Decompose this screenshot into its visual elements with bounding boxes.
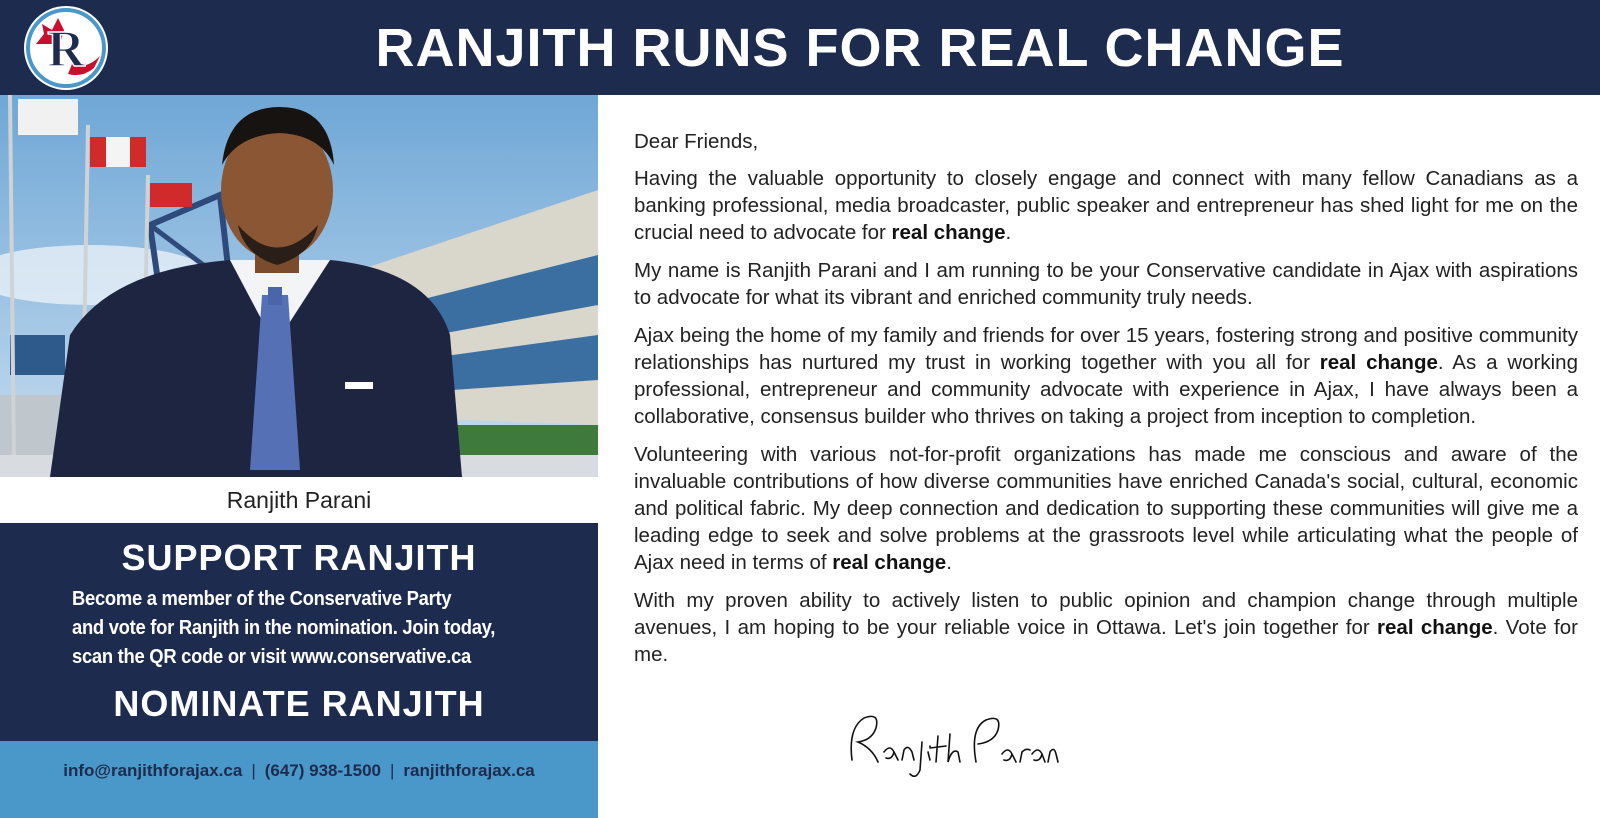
letter-paragraph: Ajax being the home of my family and friends for over 15 years, fostering strong and positive community relationships has nurtured my trust in working together with you all for real change. As a working professional, entrepreneur and community advocate with experience in Ajax, I have always been a collaborative, consensus builder who thrives on taking a project from inception to completion.	[634, 324, 1578, 428]
candidate-photo	[0, 95, 598, 477]
support-title: SUPPORT RANJITH	[121, 537, 477, 578]
contact-phone[interactable]: (647) 938-1500	[264, 761, 381, 780]
svg-text:R: R	[47, 21, 85, 78]
r-maple-leaf-logo-icon	[22, 4, 110, 92]
support-line: Become a member of the Conservative Party	[72, 588, 452, 610]
nominate-title: NOMINATE RANJITH	[113, 683, 485, 724]
support-panel	[0, 523, 598, 741]
header-banner	[0, 0, 1600, 95]
separator: |	[390, 761, 395, 780]
page-title: RANJITH RUNS FOR REAL CHANGE	[375, 18, 1345, 78]
support-line: scan the QR code or visit www.conservative.ca	[72, 646, 472, 668]
letter-paragraph: Having the valuable opportunity to closely engage and connect with many fellow Canadians as a banking professional, media broadcaster, public speaker and entrepreneur has shed light for me on the crucial need to advocate for real change.	[634, 167, 1578, 244]
contact-email-link[interactable]: info@ranjithforajax.ca	[63, 761, 243, 780]
handwritten-signature-icon	[842, 708, 1062, 788]
separator: |	[251, 761, 256, 780]
letter-paragraph: With my proven ability to actively listen to public opinion and champion change through multiple avenues, I am hoping to be your reliable voice in Ottawa. Let's join together for real change. Vote for me.	[634, 589, 1578, 666]
support-line: and vote for Ranjith in the nomination. Join today,	[72, 617, 496, 639]
support-instructions	[72, 585, 532, 672]
contact-bar	[0, 741, 598, 818]
letter-greeting: Dear Friends,	[634, 130, 759, 153]
letter-paragraph: Volunteering with various not-for-profit organizations has made me conscious and aware of the invaluable contributions of how diverse communities have enriched Canada's social, cultural, economic and political fabric. My deep connection and dedication to supporting these communities will give me a leading edge to seek and solve problems at the grassroots level while articulating what the people of Ajax need in terms of real change.	[634, 443, 1578, 574]
letter-body	[634, 128, 1578, 679]
letter-paragraph: My name is Ranjith Parani and I am running to be your Conservative candidate in Ajax with aspirations to advocate for what its vibrant and enriched community truly needs.	[634, 259, 1578, 309]
contact-website-link[interactable]: ranjithforajax.ca	[403, 761, 535, 780]
candidate-name-caption: Ranjith Parani	[0, 477, 598, 523]
